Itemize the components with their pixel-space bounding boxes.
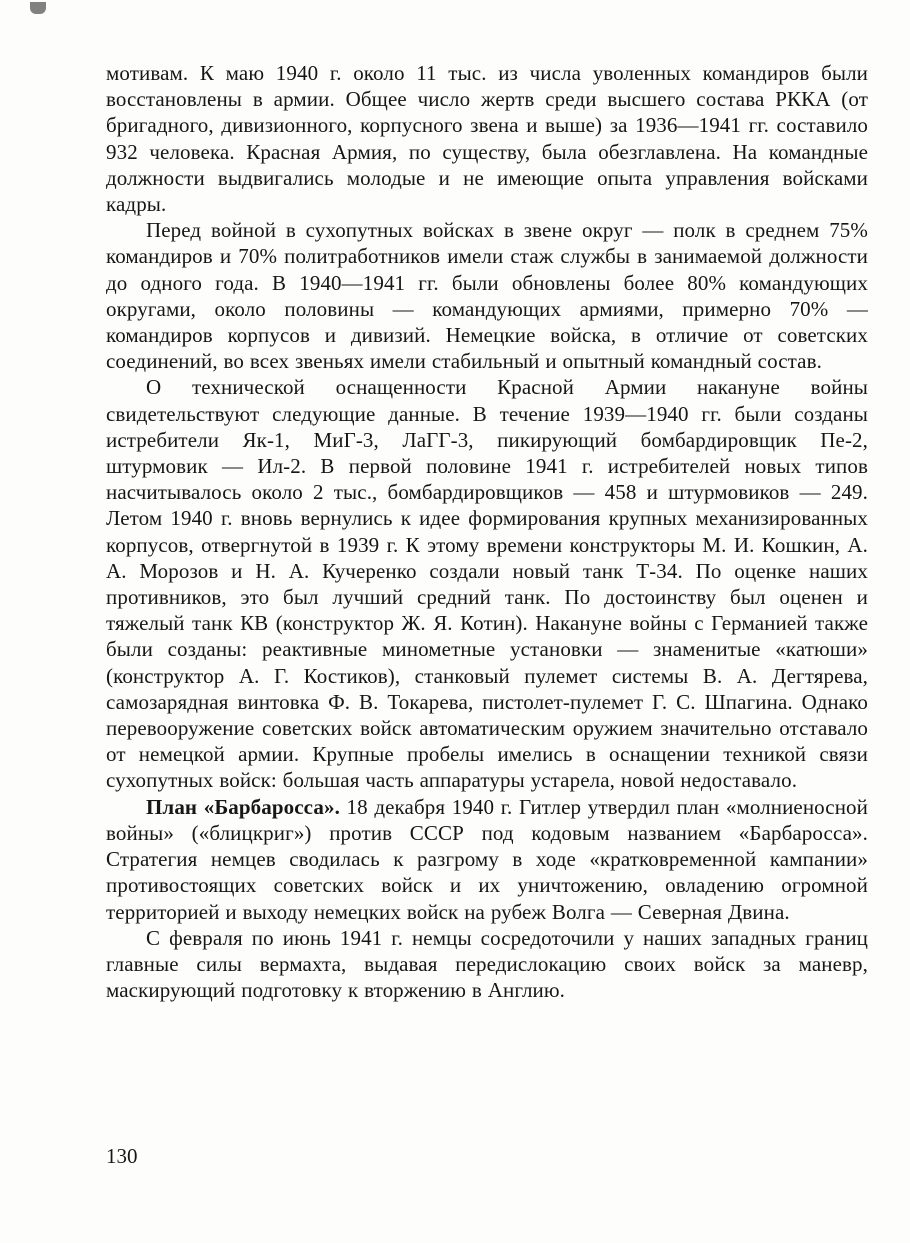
paragraph-command-staff: Перед войной в сухопутных войсках в звене округ — полк в среднем 75% командиров и 70% политработников имели стаж службы в занимаемой должности до одного года. В 1940—1941 гг. были обновлены более 80% командующих округами, около половины — командующих армиями, примерно 70% — командиров корпусов и дивизий. Немецкие войска, в отличие от советских соединений, во всех звеньях имели стабильный и опытный командный состав.	[106, 218, 868, 374]
text-block	[106, 60, 868, 1003]
paragraph-body-text: 18 декабря 1940 г. Гитлер утвердил план «молниеносной войны» («блицкриг») против СССР под кодовым названием «Барбаросса». Стратегия немцев сводилась к разгрому в ходе «кратковременной кампании» противостоящих советских войск и их уничтожению, овладению огромной территорией и выходу немецких войск на рубеж Волга — Северная Двина.	[106, 794, 869, 924]
paragraph-plan-barbarossa	[106, 794, 868, 925]
page-number: 130	[106, 1144, 138, 1168]
paragraph-lead-bold: План «Барбаросса».	[146, 794, 340, 819]
paragraph-technical-equipment: О технической оснащенности Красной Армии накануне войны свидетельствуют следующие данные. В течение 1939—1940 гг. были созданы истребители Як-1, МиГ-3, ЛаГГ-3, пикирующий бомбардировщик Пе-2, штурмовик — Ил-2. В первой половине 1941 г. истребителей новых типов насчитывалось около 2 тыс., бомбардировщиков — 458 и штурмовиков — 249. Летом 1940 г. вновь вернулись к идее формирования крупных механизированных корпусов, отвергнутой в 1939 г. К этому времени конструкторы М. И. Кошкин, А. А. Морозов и Н. А. Кучеренко создали новый танк Т-34. По оценке наших противников, это был лучший средний танк. По достоинству был оценен и тяжелый танк КВ (конструктор Ж. Я. Котин). Накануне войны с Германией также были созданы: реактивные минометные установки — знаменитые «катюши» (конструктор А. Г. Костиков), станковый пулемет системы В. А. Дегтярева, самозарядная винтовка Ф. В. Токарева, пистолет-пулемет Г. С. Шпагина. Однако перевооружение советских войск автоматическим оружием значительно отставало от немецкой армии. Крупные пробелы имелись в оснащении техникой связи сухопутных войск: большая часть аппаратуры устарела, новой недоставало.	[106, 375, 868, 793]
scan-artifact	[30, 2, 46, 14]
paragraph-continuation: мотивам. К маю 1940 г. около 11 тыс. из числа уволенных командиров были восстановлены в армии. Общее число жертв среди высшего состава РККА (от бригадного, дивизионного, корпусного звена и выше) за 1936—1941 гг. составило 932 человека. Красная Армия, по существу, была обезглавлена. На командные должности выдвигались молодые и не имеющие опыта управления войсками кадры.	[106, 61, 868, 217]
paragraph-wehrmacht-concentration: С февраля по июнь 1941 г. немцы сосредоточили у наших западных границ главные силы вермахта, выдавая передислокацию своих войск за маневр, маскирующий подготовку к вторжению в Англию.	[106, 925, 868, 1003]
